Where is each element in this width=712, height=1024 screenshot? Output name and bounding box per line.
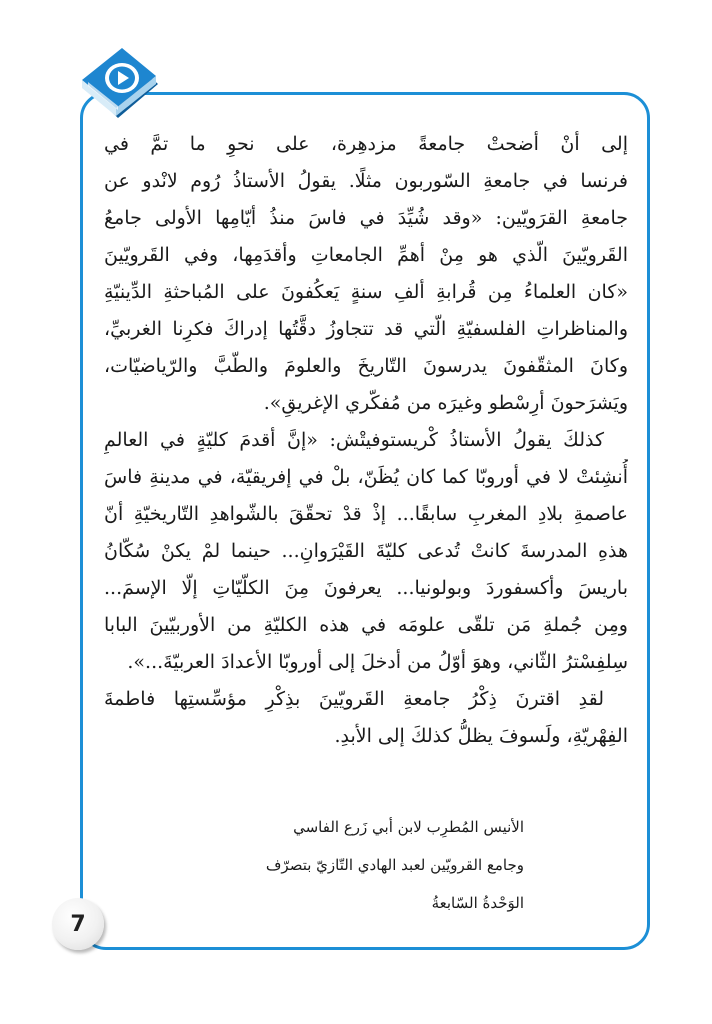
text-line: أُنشِئتْ لا في أوروبّا كما كان يُظَنّ، بلْ في إفريقيّة، في مدينةِ فاسَ	[104, 466, 628, 488]
text-line: وكانَ المثقّفونَ يدرسونَ التّاريخَ والعلومَ والطّبَّ والرّياضيّات،	[104, 355, 628, 377]
text-line: ويَشرَحونَ أرِسْطو وغيرَه من مُفكّري الإغريقِ».	[263, 392, 628, 414]
text-line: جامعةِ القرَويّين: «وقد شُيِّدَ في فاسَ منذُ أيّامِها الأولى جامعُ	[104, 207, 628, 229]
paragraph-2	[104, 422, 628, 681]
text-line: إلى أنْ أضحتْ جامعةً مزدهِرة، على نحوِ ما تمَّ في	[104, 133, 628, 155]
paragraph-3	[104, 681, 628, 755]
page-number: 7	[52, 898, 104, 950]
page-number-badge	[52, 898, 110, 956]
text-line: كذلكَ يقولُ الأستاذُ كْريستوفيتْش: «إنَّ أقدمَ كليّةٍ في العالمِ	[104, 429, 604, 451]
text-line: ومِن جُملةِ مَن تلقّى علومَه في هذه الكليّةِ من الأوربيّينَ البابا	[104, 614, 628, 636]
unit-label: الوَحْدةُ السّابعةُ	[431, 894, 524, 912]
text-line: فرنسا في جامعةِ السّوربون مثلًا. يقولُ الأستاذُ رُوم لانْدو عن	[104, 170, 628, 192]
text-line: «كان العلماءُ مِن قُرابةِ ألفِ سنةٍ يَعكُفونَ على المُباحثةِ الدِّينيّةِ	[104, 281, 628, 303]
source-reference: وجامع القرويّين لعبد الهادي التّازيّ بتصرّف	[265, 856, 524, 874]
text-line: الفِهْريّةِ، ولَسوفَ يظلُّ كذلكَ إلى الأبدِ.	[334, 725, 628, 747]
text-line: لقدِ اقترنَ ذِكْرُ جامعةِ القَرويّينَ بذِكْرِ مؤسِّستِها فاطمةَ	[104, 688, 604, 710]
body-text	[104, 126, 628, 755]
text-line: هذهِ المدرسةَ كانتْ تُدعى كليّةَ القَيْرَوانِ... حينما لمْ يكنْ سُكّانُ	[104, 540, 628, 562]
text-line: القَرويّينَ الّذي هو مِنْ أهمِّ الجامعاتِ وأقدَمِها، وفي القَرويّينَ	[104, 244, 628, 266]
text-line: والمناظراتِ الفلسفيّةِ الّتي قد تتجاوزُ دقَّتُها إدراكَ فكرِنا الغربيِّ،	[104, 318, 628, 340]
source-reference: الأنيس المُطرِب لابن أبي زَرع الفاسي	[293, 818, 524, 836]
text-line: عاصمةِ بلادِ المغربِ سابقًا... إذْ قدْ تحقّقَ بالشّواهدِ التّاريخيّةِ أنّ	[104, 503, 628, 525]
paragraph-1	[104, 126, 628, 422]
source-references	[104, 808, 524, 922]
text-line: سِلفِسْترُ الثّاني، وهوَ أوّلُ من أدخلَ إلى أوروبّا الأعدادَ العربيّةَ...».	[127, 651, 628, 673]
text-line: باريسَ وأكسفوردَ وبولونيا... يعرفونَ مِنَ الكلّيّاتِ إلّا الإسمَ...	[104, 577, 628, 599]
play-book-icon[interactable]	[72, 44, 168, 136]
